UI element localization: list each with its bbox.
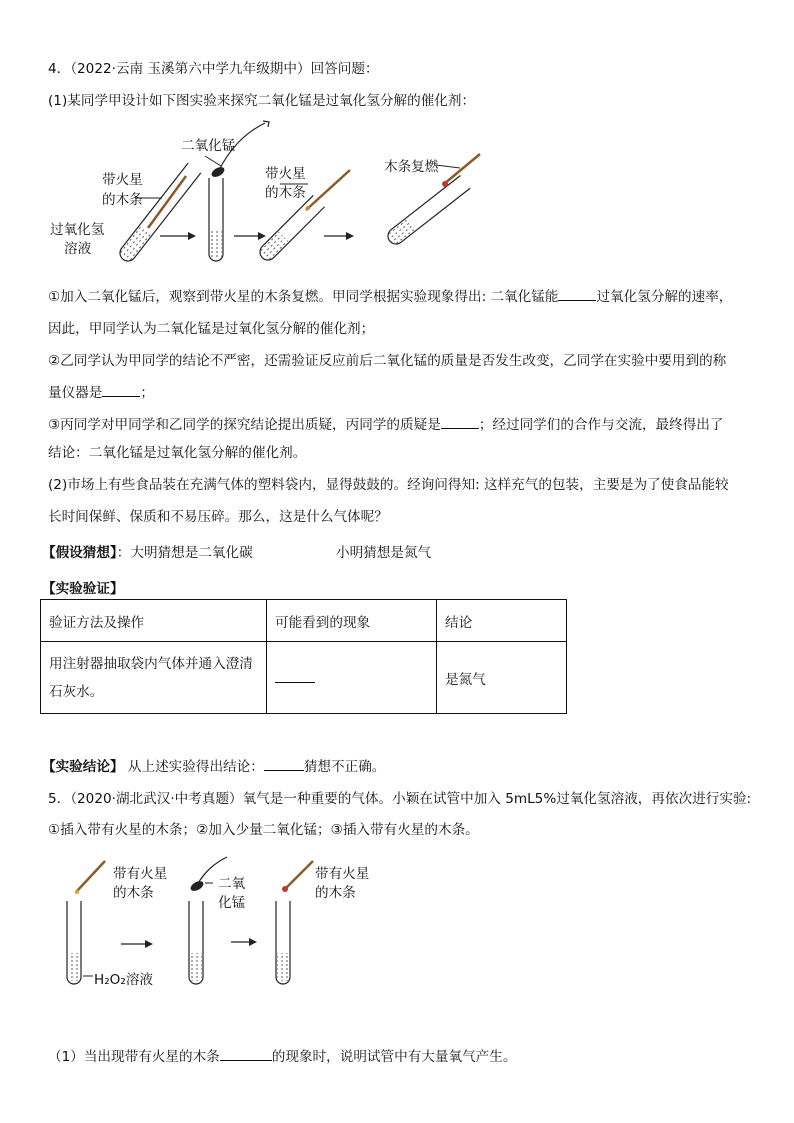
wood-splint-3 xyxy=(444,154,480,184)
q4-item2-line2: 量仪器是 ； xyxy=(48,385,154,401)
label-splint1-b: 的木条 xyxy=(102,192,143,208)
q4-item3-line2: 结论：二氧化锰是过氧化氢分解的催化剂。 xyxy=(48,445,307,461)
test-tube-1 xyxy=(67,901,81,984)
label-splint2-a: 带火星 xyxy=(265,166,306,182)
q5-label-mno2-a: 二氧 xyxy=(218,876,246,892)
vertical-test-tube xyxy=(209,178,223,261)
q4-part2-line2: 长时间保鲜、保质和不易压碎。那么，这是什么气体呢？ xyxy=(48,509,388,525)
label-h2o2-a: 过氧化氢 xyxy=(50,222,105,238)
q5-header: 5．（2020·湖北武汉·中考真题）氧气是一种重要的气体。小颖在试管中加入 5mL5%过氧化氢溶液，再依次进行实验: xyxy=(48,791,752,807)
arrow-icon xyxy=(160,232,196,240)
test-tube-3 xyxy=(276,901,290,984)
table-cell-conclusion: 是氮气 xyxy=(437,642,567,714)
wood-splint-3 xyxy=(285,861,313,889)
wood-splint-2 xyxy=(306,170,350,210)
tilted-test-tube-3 xyxy=(385,176,470,248)
q4-item3-line1: ③丙同学对甲同学和乙同学的探究结论提出质疑，丙同学的质疑是 ；经过同学们的合作与交流，最终得出了 xyxy=(48,417,724,433)
q4-item1-line1: ①加入二氧化锰后，观察到带火星的木条复燃。甲同学根据实验现象得出: 二氧化锰能 过氧化氢分解的速率， xyxy=(48,289,733,305)
q5-steps: ①插入带有火星的木条；②加入少量二氧化锰；③插入带有火星的木条。 xyxy=(48,822,479,838)
q4-part2-line1: (2)市场上有些食品装在充满气体的塑料袋内，显得鼓鼓的。经询问得知: 这样充气的包装，主要是为了使食品能较 xyxy=(48,477,729,493)
test-tube-2 xyxy=(189,901,203,984)
q5-label-h2o2: H₂O₂溶液 xyxy=(94,972,154,988)
verification-table xyxy=(40,599,567,714)
label-splint2-b: 的木条 xyxy=(265,185,306,201)
q5-label-mno2-b: 化锰 xyxy=(218,895,246,911)
answer-blank[interactable] xyxy=(558,287,596,301)
label-h2o2-b: 溶液 xyxy=(64,241,92,257)
table-header: 结论 xyxy=(437,600,567,642)
q5-sub1: （1）当出现带有火星的木条 的现象时，说明试管中有大量氧气产生。 xyxy=(48,1049,517,1065)
conclusion-line: 【实验结论】 从上述实验得出结论： 猜想不正确。 xyxy=(42,759,386,775)
arrow-icon xyxy=(234,232,266,240)
q5-label-splint1-a: 带有火星 xyxy=(113,866,168,882)
q4-item2-line1: ②乙同学认为甲同学的结论不严密，还需验证反应前后二氧化锰的质量是否发生改变，乙同学在实验中要用到的称 xyxy=(48,353,727,369)
table-cell-method: 用注射器抽取袋内气体并通入澄清 石灰水。 xyxy=(41,642,267,714)
answer-blank[interactable] xyxy=(220,1047,272,1061)
q5-label-splint2-b: 的木条 xyxy=(315,885,356,901)
answer-blank[interactable] xyxy=(275,669,315,683)
label-splint1-a: 带火星 xyxy=(102,172,143,188)
table-header: 验证方法及操作 xyxy=(41,600,267,642)
table-header: 可能看到的现象 xyxy=(267,600,437,642)
hypothesis-line: 【假设猜想】：大明猜想是二氧化碳 xyxy=(42,545,253,561)
q4-part1-intro: (1)某同学甲设计如下图实验来探究二氧化锰是过氧化氢分解的催化剂： xyxy=(48,93,476,109)
arrow-icon xyxy=(121,940,153,948)
answer-blank[interactable] xyxy=(264,757,304,771)
label-mno2: 二氧化锰 xyxy=(181,138,236,154)
wood-splint-1 xyxy=(77,861,105,891)
answer-blank[interactable] xyxy=(102,383,140,397)
answer-blank[interactable] xyxy=(441,415,479,429)
arrow-icon xyxy=(231,938,257,946)
q4-header: 4．（2022·云南 玉溪第六中学九年级期中）回答问题： xyxy=(48,61,379,77)
table-cell-phenomenon xyxy=(267,642,437,714)
q4-item1-line2: 因此，甲同学认为二氧化锰是过氧化氢分解的催化剂； xyxy=(48,321,375,337)
verify-label: 【实验验证】 xyxy=(42,581,124,597)
hypothesis-b: 小明猜想是氮气 xyxy=(336,545,432,561)
arrow-icon xyxy=(324,232,354,240)
q5-label-splint1-b: 的木条 xyxy=(113,885,154,901)
q5-label-splint2-a: 带有火星 xyxy=(315,866,370,882)
label-relight: 木条复燃 xyxy=(384,159,439,175)
tilted-test-tube-2 xyxy=(257,195,325,263)
wood-splint-1 xyxy=(148,176,186,228)
